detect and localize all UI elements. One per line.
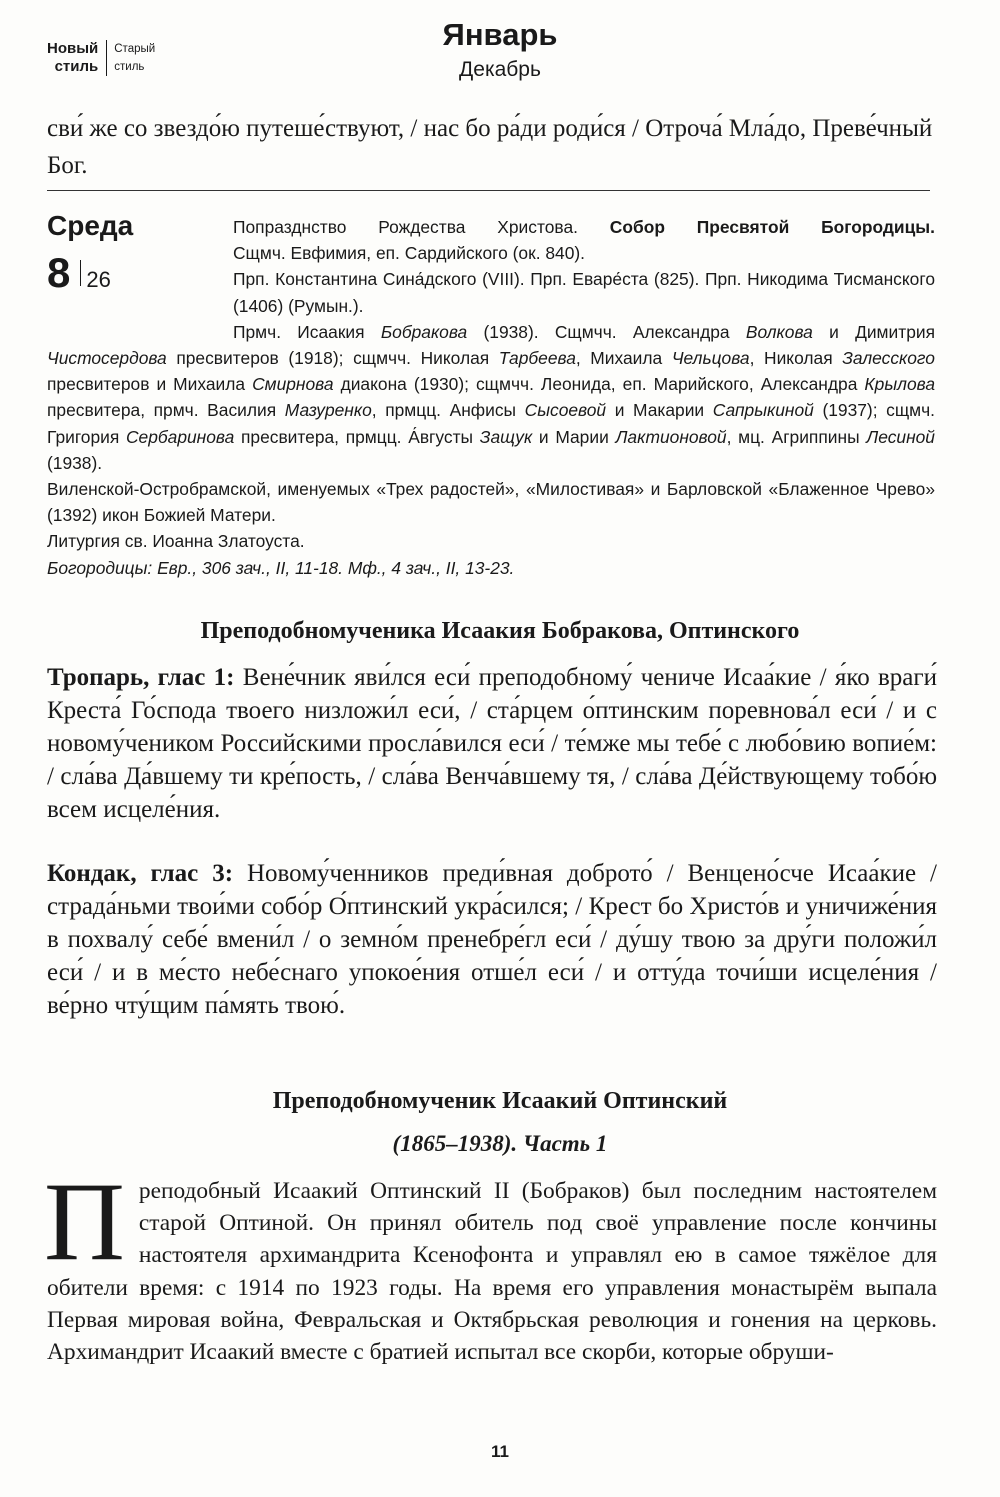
martyrs-text: диакона (1930); сщмчч. Леонида, еп. Марийского, Александра: [333, 374, 865, 395]
month-old-style: Декабрь: [459, 58, 541, 81]
martyrs-text: пресвитеров и Михаила: [47, 374, 253, 395]
hymns-title: Преподобномученика Исаакия Бобракова, Оптинского: [200, 618, 800, 644]
martyrs-text: пресвитера, прмцц. А́вгусты: [234, 426, 480, 447]
weekday: Среда: [47, 210, 134, 241]
article-text: реподобный Исаакий Оптинский II (Бобраков) был последним настоятелем старой Оптиной. Он принял обитель под своё управление после кончины настоятеля архимандрита Ксенофонта и управлял ею в самое тяжёлое для обители время: с 1914 по 1923 годы. На время его управления монастырём выпала Первая мировая война, Февральская и Октябрьская революция и гонения на церковь. Архимандрит Исаакий вместе с братией испытал все скорби, которые обруши-: [47, 1178, 937, 1366]
martyrs-text: и Димитрия: [812, 321, 935, 342]
martyrs-text: , мц. Агриппины: [726, 426, 867, 447]
article-body: [44, 1160, 937, 1368]
martyr-surname: Лактионовой: [615, 426, 727, 447]
martyr-surname: Бобракова: [380, 321, 468, 342]
martyr-surname: Лесиной: [866, 426, 935, 447]
drop-cap: П: [44, 1160, 125, 1284]
continued-text: сви́ же со звездо́ю путеше́ствуют, / нас бо ра́ди роди́ся / Отроча́ Мла́до, Преве́чный Бог.: [47, 115, 933, 179]
martyr-surname: Смирнова: [252, 374, 334, 395]
article-subtitle: (1865–1938). Часть 1: [392, 1131, 608, 1156]
martyrs-text: пресвитеров (1918); сщмчч. Николая: [166, 348, 499, 369]
martyrs-text: и Макарии: [606, 400, 713, 421]
martyr-surname: Сербаринова: [125, 426, 235, 447]
martyr-surname: Мазуренко: [284, 400, 372, 421]
martyr-surname: Сысоевой: [524, 400, 607, 421]
feast-list: [47, 214, 935, 581]
martyrs-text: Прмч. Исаакия: [233, 321, 381, 342]
martyr-surname: Тарбеева: [498, 348, 576, 369]
kontakion-text: Новому́ченников преди́вная доброто́ / Венцено́сче Исаа́кие / страда́ньми твои́ми собо́р О́птинский укра́сился; / Крест бо Христо́в и уничиже́ния в похвалу́ себе́ вмени́л / о земно́м пренебре́гл еси́ / ду́шу твою за дру́ги положи́л еси́ / и в ме́сто небе́снаго упокое́ния отше́л еси́ / и отту́да точи́ши исцеле́ния / ве́рно чту́щим па́мять твою́.: [47, 860, 937, 1019]
martyr-surname: Сапрыкиной: [712, 400, 814, 421]
old-style-date: 26: [86, 267, 111, 292]
troparion-text: Вене́чник яви́лся еси́ преподобному́ чениче Исаа́кие / я́ко враги́ Креста́ Го́спода твоего низложи́л еси́, / ста́рцем о́птинским поревнова́л еси́ / и с новому́чеником Российскими просла́вился еси́ / те́мже мы тебе́ с любо́вию вопие́м: / сла́ва Да́вшему ти кре́пость, / сла́ва Венча́вшему тя, / сла́ва Де́йствующему тобо́ю всем исцеле́ния.: [47, 664, 938, 823]
liturgy-note: Литургия св. Иоанна Златоуста.: [47, 531, 305, 552]
article-title: Преподобномученик Исаакий Оптинский: [272, 1088, 728, 1114]
page-number: 11: [491, 1442, 509, 1461]
readings: Богородицы: Евр., 306 зач., II, 11-18. Мф., 4 зач., II, 13-23.: [47, 557, 515, 578]
martyr-surname: Защук: [479, 426, 533, 447]
new-style-label: Новый стиль: [47, 40, 107, 76]
martyrs-text: и Марии: [532, 426, 616, 447]
martyrs-list: [47, 319, 935, 476]
martyrs-text: , Николая: [749, 348, 843, 369]
feast-highlight: Собор Пресвятой Богородицы.: [609, 217, 935, 237]
martyr-surname: Крылова: [864, 374, 935, 395]
icons-commemoration: Виленской-Остробрамской, именуемых «Трех радостей», «Милостивая» и Барловской «Блаженное Чрево» (1392) икон Божией Матери.: [47, 479, 935, 526]
troparion-label: Тропарь, глас 1:: [47, 664, 235, 691]
martyr-surname: Залесского: [842, 348, 935, 369]
martyr-surname: Чистосердова: [47, 348, 167, 369]
kontakion: [47, 857, 937, 1022]
martyrs-text: (1938).: [47, 452, 103, 473]
martyrs-text: (1938). Сщмчч. Александра: [467, 321, 746, 342]
feast-line: Сщмч. Евфимия, еп. Сардийского (ок. 840).: [233, 243, 585, 264]
feast-line: Попразднство Рождества Христова. Собор Пресвятой Богородицы.: [233, 217, 935, 237]
troparion: [47, 661, 937, 826]
feast-line: Прп. Константина Сина́дского (VIII). Прп. Еваре́ста (825). Прп. Никодима Тисманского (1406) (Румын.).: [233, 269, 935, 316]
new-style-date: 8: [47, 249, 71, 296]
martyr-surname: Волкова: [745, 321, 813, 342]
kontakion-label: Кондак, глас 3:: [47, 860, 234, 887]
old-style-label: Старый стиль: [114, 43, 156, 73]
martyrs-text: (1937); сщмч. Григория: [47, 400, 936, 447]
divider: [47, 190, 930, 191]
martyrs-text: , Михаила: [575, 348, 672, 369]
month-new-style: Январь: [442, 17, 558, 52]
martyrs-text: , прмцц. Анфисы: [371, 400, 525, 421]
martyrs-text: пресвитера, прмч. Василия: [47, 400, 285, 421]
martyr-surname: Чельцова: [671, 348, 750, 369]
